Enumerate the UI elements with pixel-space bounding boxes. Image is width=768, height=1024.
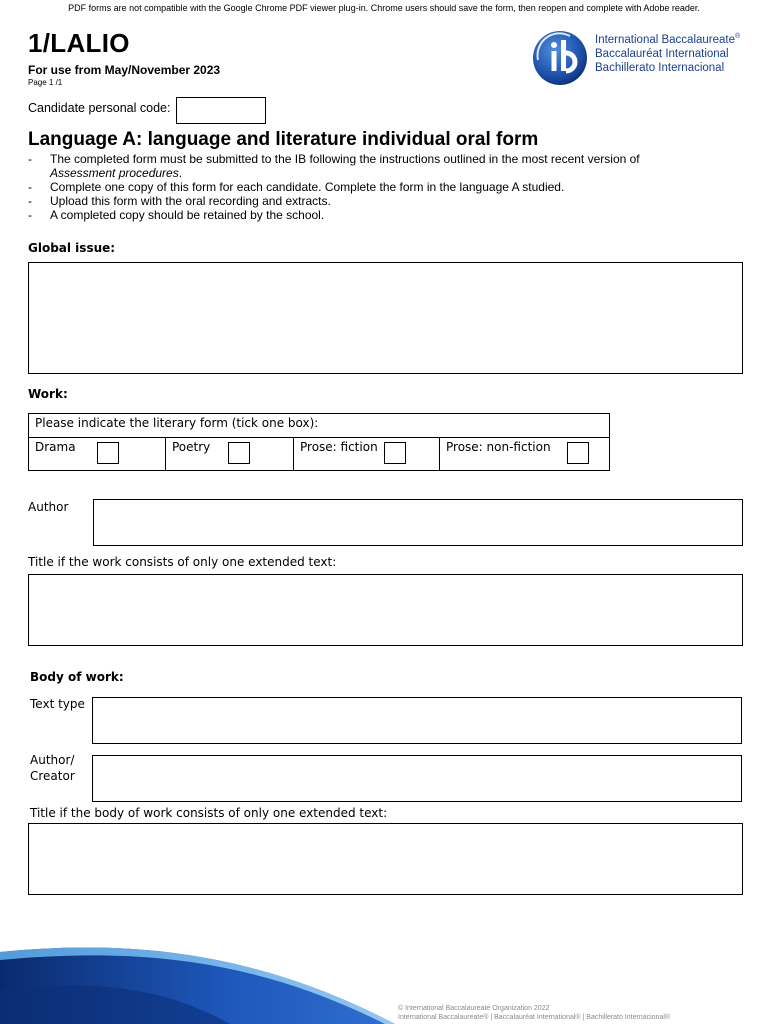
author-creator-line-2: Creator (30, 769, 75, 783)
prose-fiction-checkbox[interactable] (384, 442, 406, 464)
instruction-period: . (178, 166, 183, 180)
body-of-work-label: Body of work: (30, 670, 124, 684)
author-creator-field[interactable] (92, 755, 742, 802)
option-poetry-label: Poetry (172, 440, 211, 454)
instruction-item (28, 152, 640, 180)
instruction-item (28, 180, 640, 194)
instruction-text: Upload this form with the oral recording and extracts. (50, 194, 331, 208)
option-drama-label: Drama (35, 440, 76, 454)
option-prose-fiction-cell (294, 438, 440, 471)
work-title-field[interactable] (28, 574, 743, 646)
author-creator-label (30, 752, 75, 784)
option-poetry-cell (166, 438, 294, 471)
ib-logo (530, 28, 745, 88)
text-type-label: Text type (30, 697, 85, 711)
instruction-item (28, 194, 640, 208)
bullet-dash: - (28, 208, 32, 222)
form-code: 1/LALIO (28, 28, 130, 58)
text-type-field[interactable] (92, 697, 742, 744)
copyright-line-1: © International Baccalaureate Organization 2022 (398, 1005, 550, 1012)
drama-checkbox[interactable] (97, 442, 119, 464)
logo-line-1: International Baccalaureate (595, 33, 736, 46)
page-number: Page 1 /1 (28, 78, 63, 87)
work-label: Work: (28, 387, 68, 401)
author-field[interactable] (93, 499, 743, 546)
work-title-label: Title if the work consists of only one extended text: (28, 555, 337, 569)
option-prose-nonfiction-cell (440, 438, 610, 471)
option-prose-nonfiction-label: Prose: non-fiction (446, 440, 551, 454)
bullet-dash: - (28, 180, 32, 194)
instruction-text: A completed copy should be retained by the school. (50, 208, 325, 222)
instruction-text: Complete one copy of this form for each candidate. Complete the form in the language A studied. (50, 180, 565, 194)
body-title-field[interactable] (28, 823, 743, 895)
copyright-line-2: International Baccalaureate® | Baccalauréat International® | Bachillerato Internacional® (398, 1014, 671, 1021)
candidate-code-field[interactable] (176, 97, 266, 124)
instructions-list (28, 152, 640, 222)
ib-logo-icon (530, 28, 590, 88)
logo-line-2: Baccalauréat International (595, 47, 729, 60)
poetry-checkbox[interactable] (228, 442, 250, 464)
author-label: Author (28, 500, 69, 514)
bullet-dash: - (28, 152, 32, 166)
prose-nonfiction-checkbox[interactable] (567, 442, 589, 464)
copyright-notice (398, 1004, 670, 1022)
literary-form-prompt: Please indicate the literary form (tick one box): (29, 414, 610, 438)
form-title: Language A: language and literature individual oral form (28, 129, 539, 150)
instruction-italic: Assessment procedures (50, 166, 179, 180)
instruction-text: The completed form must be submitted to the IB following the instructions outlined in the most recent version of (50, 152, 640, 166)
author-creator-line-1: Author/ (30, 753, 75, 767)
pdf-notice: PDF forms are not compatible with the Google Chrome PDF viewer plug-in. Chrome users should save the form, then reopen and complete with Adobe reader. (68, 3, 700, 13)
candidate-code-label: Candidate personal code: (28, 101, 171, 115)
option-prose-fiction-label: Prose: fiction (300, 440, 378, 454)
logo-text (595, 30, 740, 75)
option-drama-cell (29, 438, 166, 471)
body-title-label: Title if the body of work consists of only one extended text: (30, 806, 388, 820)
global-issue-field[interactable] (28, 262, 743, 374)
for-use-date: For use from May/November 2023 (28, 63, 221, 77)
instruction-item (28, 208, 640, 222)
global-issue-label: Global issue: (28, 241, 116, 255)
logo-line-3: Bachillerato Internacional (595, 61, 725, 74)
literary-form-table (28, 413, 610, 471)
registered-mark: ® (735, 33, 741, 40)
bullet-dash: - (28, 194, 32, 208)
